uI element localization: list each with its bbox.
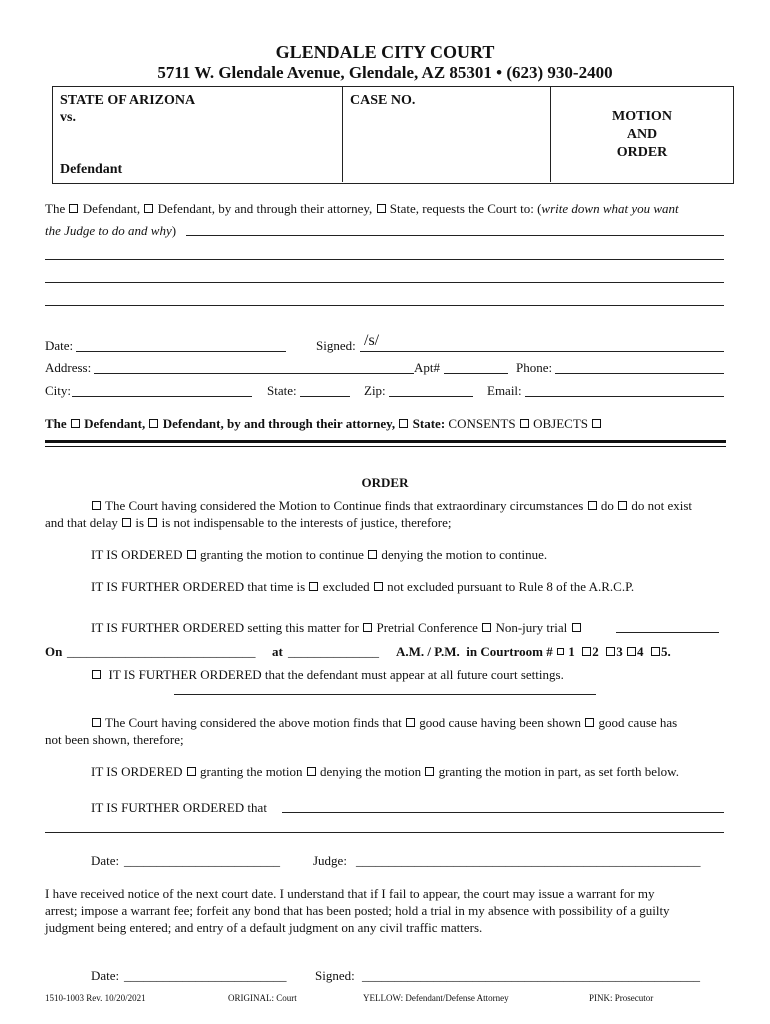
address-label: Address: — [45, 360, 92, 375]
delay-is-not-checkbox[interactable] — [148, 518, 157, 527]
apt-field[interactable] — [444, 373, 508, 374]
footer-form-no: 1510-1003 Rev. 10/20/2021 — [45, 993, 146, 1003]
doc-title-1: MOTION — [612, 109, 672, 124]
courtroom-4-checkbox[interactable] — [627, 647, 636, 656]
doc-title-2: AND — [626, 127, 658, 142]
appear-extra-line[interactable] — [174, 694, 596, 695]
deny-continue-checkbox[interactable] — [368, 550, 377, 559]
order-para-1: The Court having considered the Motion to Continue finds that extraordinary circumstances do do not exist — [91, 498, 692, 514]
state-label: State: — [267, 383, 297, 398]
separator-thick — [45, 440, 726, 443]
defendant-label: Defendant — [60, 162, 123, 177]
court-considered-checkbox[interactable] — [92, 501, 101, 510]
state-field[interactable] — [300, 396, 350, 397]
courtroom-1-checkbox[interactable] — [557, 648, 564, 655]
city-field[interactable] — [72, 396, 252, 397]
zip-field[interactable] — [389, 396, 473, 397]
on-date-field[interactable]: _____________________________ — [67, 644, 256, 659]
city-label: City: — [45, 383, 72, 398]
court-address: 5711 W. Glendale Avenue, Glendale, AZ 85301 • (623) 930-2400 — [157, 63, 613, 82]
footer-yellow: YELLOW: Defendant/Defense Attorney — [363, 993, 509, 1003]
doc-title-3: ORDER — [616, 145, 668, 160]
time-excluded-checkbox[interactable] — [309, 582, 318, 591]
order-para-1b: and that delay is is not indispensable to the interests of justice, therefore; — [45, 515, 452, 530]
at-time-field[interactable]: ______________ — [288, 644, 379, 659]
other-setting-checkbox[interactable] — [572, 623, 581, 632]
grant-continue-checkbox[interactable] — [187, 550, 196, 559]
order-date-label: Date: — [91, 853, 120, 868]
consent-defendant-attorney-checkbox[interactable] — [149, 419, 158, 428]
motion-defendant-attorney-checkbox[interactable] — [144, 204, 153, 213]
grant-motion-checkbox[interactable] — [187, 767, 196, 776]
motion-state-checkbox[interactable] — [377, 204, 386, 213]
caption-divider-1 — [342, 86, 343, 182]
notice-line-1: I have received notice of the next court date. I understand that if I fail to appear, the court may issue a warrant for my — [45, 886, 655, 901]
phone-field[interactable] — [555, 373, 724, 374]
at-label: at — [272, 644, 283, 659]
do-checkbox[interactable] — [588, 501, 597, 510]
ordered-2: IT IS ORDERED granting the motion denying the motion granting the motion in part, as set forth below. — [91, 764, 679, 779]
notice-signature-field[interactable]: ____________________________________________________ — [362, 968, 700, 983]
apt-label: Apt# — [414, 360, 440, 375]
signature-field[interactable] — [360, 351, 724, 352]
objects-checkbox[interactable] — [592, 419, 601, 428]
order-para-2b: not been shown, therefore; — [45, 732, 184, 747]
footer-pink: PINK: Prosecutor — [589, 993, 654, 1003]
consent-defendant-checkbox[interactable] — [71, 419, 80, 428]
court-considered-2-checkbox[interactable] — [92, 718, 101, 727]
further-2: IT IS FURTHER ORDERED setting this matter for Pretrial Conference Non-jury trial — [91, 620, 582, 636]
do-not-checkbox[interactable] — [618, 501, 627, 510]
separator-thin — [45, 446, 726, 447]
footer-original: ORIGINAL: Court — [228, 993, 297, 1003]
email-label: Email: — [487, 383, 522, 398]
plaintiff-label: STATE OF ARIZONA — [60, 93, 196, 108]
motion-text-line-3[interactable] — [45, 282, 724, 283]
date-field[interactable] — [76, 351, 286, 352]
other-setting-field[interactable] — [616, 632, 719, 633]
pretrial-conference-checkbox[interactable] — [363, 623, 372, 632]
notice-date-field[interactable]: _________________________ — [124, 968, 287, 983]
motion-request-line: The Defendant, Defendant, by and through their attorney, State, requests the Court to: (write down what you want — [45, 201, 679, 216]
motion-defendant-checkbox[interactable] — [69, 204, 78, 213]
order-title: ORDER — [361, 475, 409, 490]
phone-label: Phone: — [516, 360, 553, 375]
email-field[interactable] — [525, 396, 724, 397]
case-no-label: CASE NO. — [350, 93, 416, 108]
judge-signature-field[interactable]: _____________________________________________________ — [356, 853, 701, 868]
notice-line-3: judgment being entered; and entry of a default judgment on any civil traffic matters. — [45, 920, 483, 935]
further-1: IT IS FURTHER ORDERED that time is excluded not excluded pursuant to Rule 8 of the A.R.C.P. — [91, 579, 635, 594]
signed-value: /s/ — [364, 332, 380, 349]
order-para-2: The Court having considered the above motion finds that good cause having been shown good cause has — [91, 715, 677, 731]
delay-is-checkbox[interactable] — [122, 518, 131, 527]
notice-signed-label: Signed: — [315, 968, 355, 983]
motion-text-line-4[interactable] — [45, 305, 724, 306]
motion-request-line-2: the Judge to do and why) — [45, 223, 177, 238]
zip-label: Zip: — [364, 383, 386, 398]
date-label: Date: — [45, 338, 74, 353]
signed-label: Signed: — [316, 338, 356, 353]
further-3-field[interactable] — [282, 812, 724, 813]
non-jury-trial-checkbox[interactable] — [482, 623, 491, 632]
judge-label: Judge: — [313, 853, 347, 868]
good-cause-shown-checkbox[interactable] — [406, 718, 415, 727]
courtroom-5-checkbox[interactable] — [651, 647, 660, 656]
time-not-excluded-checkbox[interactable] — [374, 582, 383, 591]
good-cause-not-shown-checkbox[interactable] — [585, 718, 594, 727]
notice-line-2: arrest; impose a warrant fee; forfeit any bond that has been posted; hold a trial in my absence with possibility of a guilty — [45, 903, 670, 918]
deny-motion-checkbox[interactable] — [307, 767, 316, 776]
ordered-1: IT IS ORDERED granting the motion to continue denying the motion to continue. — [91, 547, 548, 562]
further-3-label: IT IS FURTHER ORDERED that — [91, 800, 267, 815]
consent-line: The Defendant, Defendant, by and through their attorney, State: CONSENTS OBJECTS — [45, 416, 602, 432]
consent-state-checkbox[interactable] — [399, 419, 408, 428]
motion-text-line-2[interactable] — [45, 259, 724, 260]
on-label: On — [45, 644, 63, 659]
order-date-field[interactable]: ________________________ — [124, 853, 280, 868]
vs-label: vs. — [60, 110, 76, 125]
notice-date-label: Date: — [91, 968, 120, 983]
caption-divider-2 — [550, 86, 551, 182]
address-field[interactable] — [94, 373, 414, 374]
further-3-field-2[interactable] — [45, 832, 724, 833]
courtroom-3-checkbox[interactable] — [606, 647, 615, 656]
court-name: GLENDALE CITY COURT — [275, 42, 495, 62]
must-appear-checkbox[interactable] — [92, 670, 101, 679]
courtroom-2-checkbox[interactable] — [582, 647, 591, 656]
motion-text-line-1[interactable] — [186, 235, 724, 236]
appear-line: IT IS FURTHER ORDERED that the defendant must appear at all future court settings. — [91, 667, 564, 683]
courtroom-line: A.M. / P.M. in Courtroom # 1 2 3 4 5. — [396, 644, 671, 659]
grant-in-part-checkbox[interactable] — [425, 767, 434, 776]
consents-checkbox[interactable] — [520, 419, 529, 428]
